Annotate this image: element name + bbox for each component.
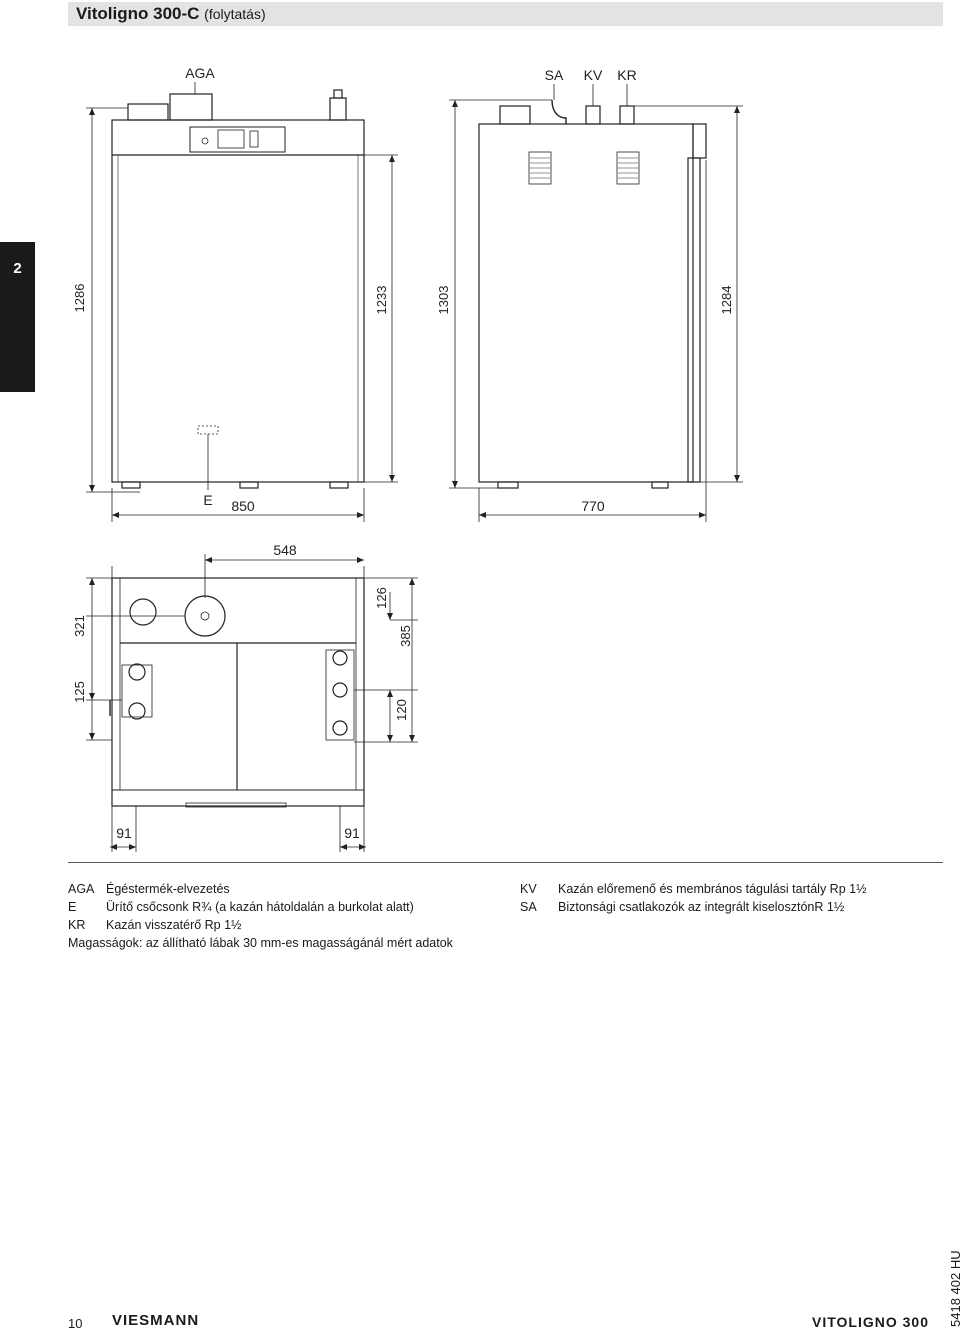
label-e: E — [203, 492, 213, 508]
legend-text: Biztonsági csatlakozók az integrált kiselosztónR 1½ — [558, 900, 845, 914]
legend-item — [68, 880, 493, 898]
dim-126: 126 — [374, 587, 389, 609]
side-view — [479, 100, 706, 488]
legend-item — [68, 898, 493, 916]
plan-view — [112, 578, 364, 807]
legend-code: KR — [68, 918, 86, 932]
legend-divider — [68, 862, 943, 863]
legend-text: Égéstermék-elvezetés — [106, 882, 230, 896]
dim-548: 548 — [273, 542, 297, 558]
legend-code: AGA — [68, 882, 95, 896]
page-number: 10 — [68, 1316, 83, 1331]
page-subtitle: (folytatás) — [204, 6, 266, 22]
legend-note: Magasságok: az állítható lábak 30 mm-es magasságánál mért adatok — [68, 936, 453, 950]
dim-321: 321 — [72, 615, 87, 637]
dim-1284: 1284 — [719, 285, 734, 315]
dim-770: 770 — [581, 498, 605, 514]
dim-125: 125 — [72, 681, 87, 703]
label-kr: KR — [617, 67, 637, 83]
dim-91-left: 91 — [116, 825, 132, 841]
label-aga: AGA — [185, 65, 215, 81]
legend-text: Kazán visszatérő Rp 1½ — [106, 918, 242, 932]
dim-385: 385 — [398, 625, 413, 647]
legend-right — [520, 880, 940, 916]
document-number: 5418 402 HU — [948, 1250, 963, 1327]
dim-91-right: 91 — [344, 825, 360, 841]
front-view — [112, 90, 364, 488]
chapter-tab: 2 — [0, 242, 35, 392]
legend-code: SA — [520, 900, 537, 914]
dim-120: 120 — [394, 699, 409, 721]
dim-1303: 1303 — [436, 285, 451, 315]
legend-item — [520, 898, 940, 916]
legend-text: Kazán előremenő és membrános tágulási tartály Rp 1½ — [558, 882, 867, 896]
legend-left — [68, 880, 493, 952]
product-name: VITOLIGNO 300 — [812, 1314, 929, 1330]
label-sa: SA — [544, 67, 564, 83]
viessmann-logo: VIESMANN — [112, 1312, 200, 1329]
legend-code: KV — [520, 882, 537, 896]
legend-item — [520, 880, 940, 898]
dim-1286: 1286 — [72, 283, 87, 313]
legend-code: E — [68, 900, 77, 914]
dim-1233: 1233 — [374, 285, 389, 315]
page-title: Vitoligno 300-C — [76, 4, 200, 23]
legend-text: Ürítő csőcsonk R¾ (a kazán hátoldalán a burkolat alatt) — [106, 900, 414, 914]
label-kv: KV — [583, 67, 603, 83]
legend-item — [68, 916, 493, 934]
dim-850: 850 — [231, 498, 255, 514]
